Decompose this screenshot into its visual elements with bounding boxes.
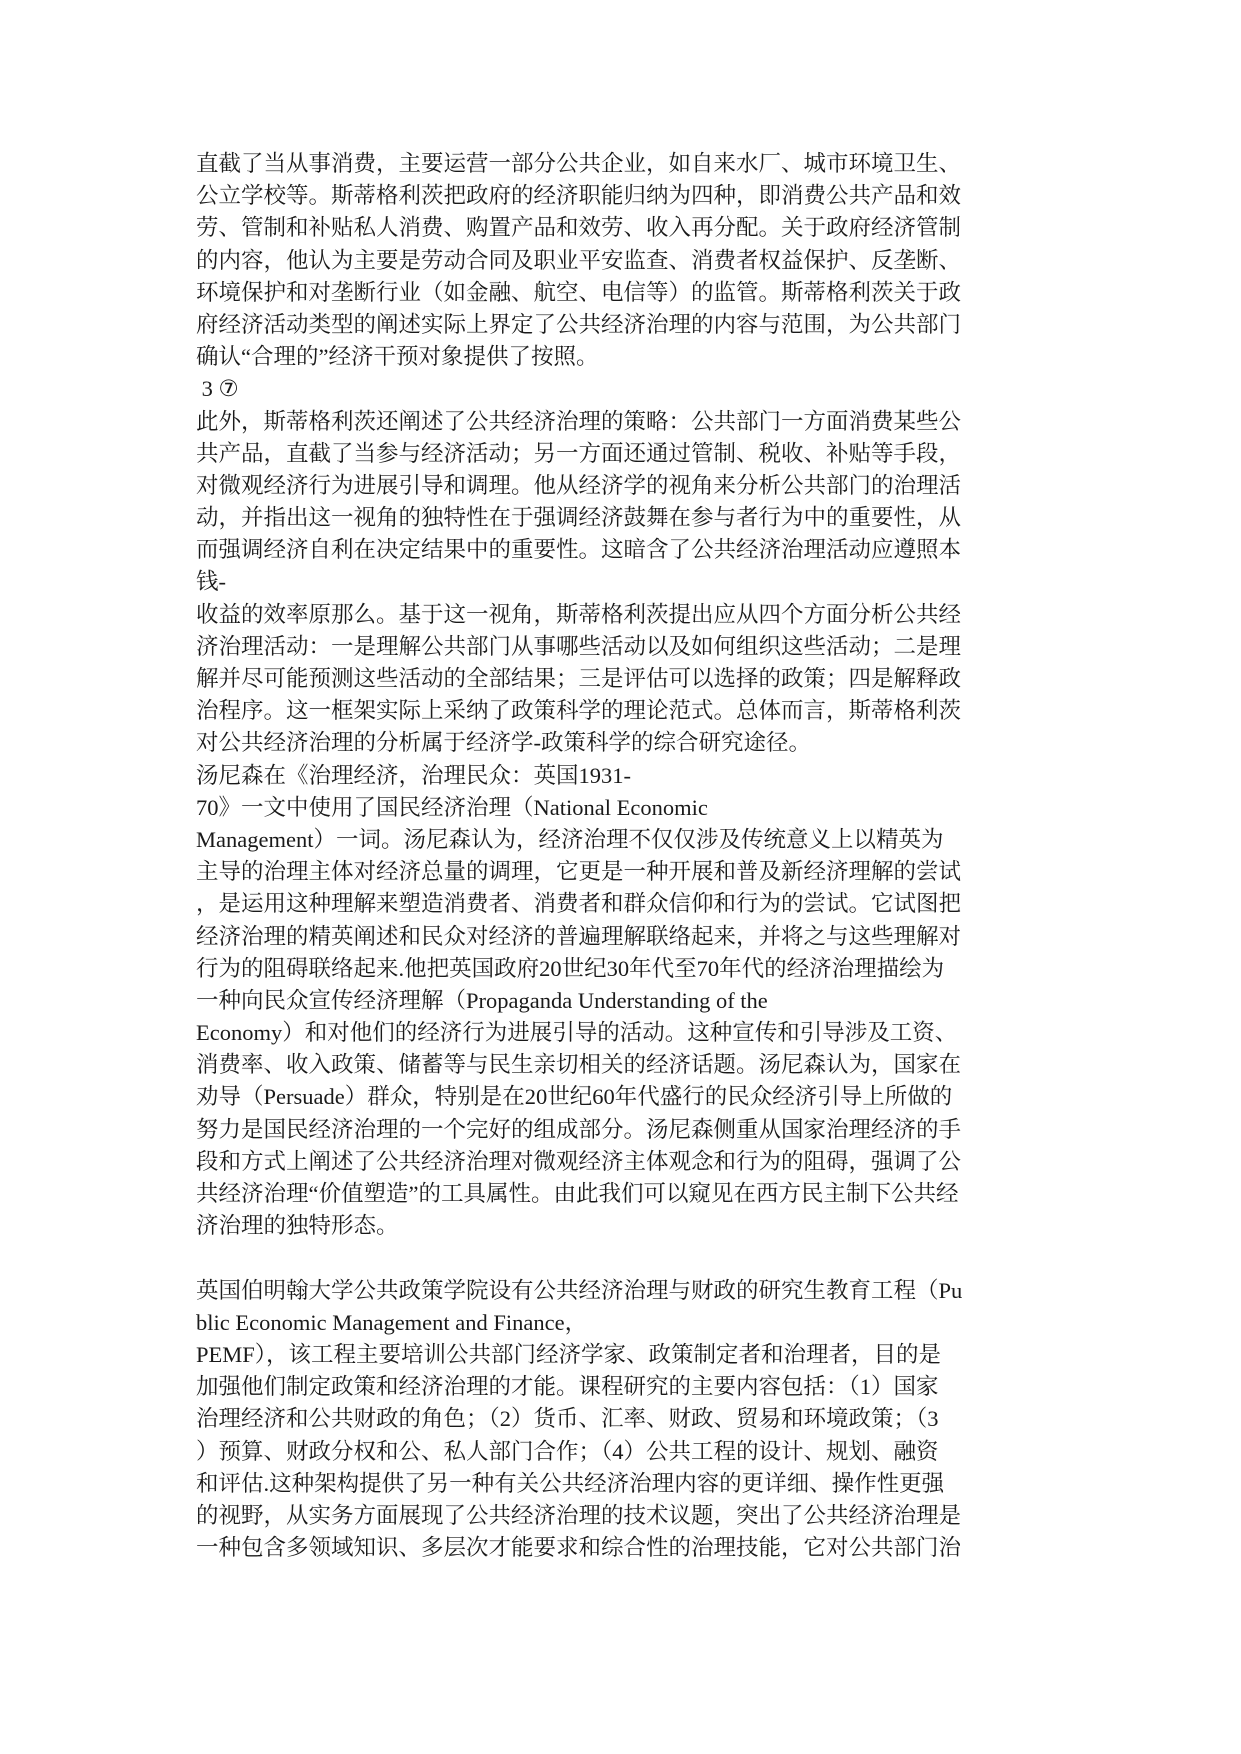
text-line: 行为的阻碍联络起来.他把英国政府20世纪30年代至70年代的经济治理描绘为: [196, 955, 945, 981]
text-line: 治理经济和公共财政的角色；（2）货币、汇率、财政、贸易和环境政策；（3: [196, 1406, 939, 1432]
text-line: blic Economic Management and Finance，: [196, 1309, 588, 1335]
text-line: 治程序。这一框架实际上采纳了政策科学的理论范式。总体而言，斯蒂格利茨: [196, 698, 962, 724]
text-line: 对微观经济行为进展引导和调理。他从经济学的视角来分析公共部门的治理活: [196, 472, 962, 498]
text-line: 劳、管制和补贴私人消费、购置产品和效劳、收入再分配。关于政府经济管制: [196, 215, 962, 241]
text-line: Management）一词。汤尼森认为，经济治理不仅仅涉及传统意义上以精英为: [196, 826, 944, 852]
text-line: 汤尼森在《治理经济，治理民众：英国1931-: [196, 762, 631, 788]
text-line: 和评估.这种架构提供了另一种有关公共经济治理内容的更详细、操作性更强: [196, 1470, 945, 1496]
text-line: 的视野，从实务方面展现了公共经济治理的技术议题，突出了公共经济治理是: [196, 1502, 962, 1528]
text-line: 主导的治理主体对经济总量的调理，它更是一种开展和普及新经济理解的尝试: [196, 859, 962, 885]
text-line: 直截了当从事消费，主要运营一部分公共企业，如自来水厂、城市环境卫生、: [196, 151, 962, 176]
blank-line: [196, 1242, 1048, 1274]
text-line: 经济治理的精英阐述和民众对经济的普遍理解联络起来，并将之与这些理解对: [196, 923, 962, 949]
text-line: 共经济治理“价值塑造”的工具属性。由此我们可以窥见在西方民主制下公共经: [196, 1181, 959, 1206]
text-line: 府经济活动类型的阐述实际上界定了公共经济治理的内容与范围，为公共部门: [196, 311, 962, 337]
text-line: 济治理活动：一是理解公共部门从事哪些活动以及如何组织这些活动；二是理: [196, 633, 962, 659]
text-line: 收益的效率原那么。基于这一视角，斯蒂格利茨提出应从四个方面分析公共经: [196, 601, 962, 627]
text-line: 而强调经济自利在决定结果中的重要性。这暗含了公共经济治理活动应遵照本: [196, 537, 962, 563]
text-line: 共产品，直截了当参与经济活动；另一方面还通过管制、税收、补贴等手段，: [196, 440, 962, 466]
text-line: 的内容，他认为主要是劳动合同及职业平安监查、消费者权益保护、反垄断、: [196, 247, 962, 273]
text-line: Economy）和对他们的经济行为进展引导的活动。这种宣传和引导涉及工资、: [196, 1020, 958, 1046]
text-line: 努力是国民经济治理的一个完好的组成部分。汤尼森侧重从国家治理经济的手: [196, 1116, 962, 1142]
text-line: 一种向民众宣传经济理解（Propaganda Understanding of the: [196, 987, 768, 1013]
document-body: [196, 148, 1048, 1564]
text-line: ，是运用这种理解来塑造消费者、消费者和群众信仰和行为的尝试。它试图把: [196, 891, 962, 917]
text-line: 环境保护和对垄断行业（如金融、航空、电信等）的监管。斯蒂格利茨关于政: [196, 279, 962, 305]
text-line: PEMF），该工程主要培训公共部门经济学家、政策制定者和治理者，目的是: [196, 1341, 942, 1367]
text-line: 动，并指出这一视角的独特性在于强调经济鼓舞在参与者行为中的重要性，从: [196, 505, 962, 531]
text-line: 一种包含多领域知识、多层次才能要求和综合性的治理技能，它对公共部门治: [196, 1535, 962, 1561]
text-line: 确认“合理的”经济干预对象提供了按照。: [196, 344, 599, 370]
text-line: 公立学校等。斯蒂格利茨把政府的经济职能归纳为四种，即消费公共产品和效: [196, 183, 962, 209]
text-line: 此外，斯蒂格利茨还阐述了公共经济治理的策略：公共部门一方面消费某些公: [196, 408, 962, 434]
text-line: 济治理的独特形态。: [196, 1213, 399, 1239]
text-line: 70》一文中使用了国民经济治理（National Economic: [196, 794, 708, 820]
text-line: 段和方式上阐述了公共经济治理对微观经济主体观念和行为的阻碍，强调了公: [196, 1148, 962, 1174]
text-line: 对公共经济治理的分析属于经济学-政策科学的综合研究途径。: [196, 730, 811, 756]
text-line: 消费率、收入政策、储蓄等与民生亲切相关的经济话题。汤尼森认为，国家在: [196, 1052, 962, 1078]
text-line: ）预算、财政分权和公、私人部门合作；（4）公共工程的设计、规划、融资: [196, 1438, 939, 1464]
text-line: 英国伯明翰大学公共政策学院设有公共经济治理与财政的研究生教育工程（Pu: [196, 1277, 963, 1303]
text-line: 解并尽可能预测这些活动的全部结果；三是评估可以选择的政策；四是解释政: [196, 666, 962, 691]
text-line: 劝导（Persuade）群众，特别是在20世纪60年代盛行的民众经济引导上所做的: [196, 1084, 953, 1110]
footnote-marker: 3 ⑦: [196, 376, 239, 402]
text-line: 加强他们制定政策和经济治理的才能。课程研究的主要内容包括：（1）国家: [196, 1374, 939, 1400]
text-line: 钱-: [196, 569, 226, 595]
